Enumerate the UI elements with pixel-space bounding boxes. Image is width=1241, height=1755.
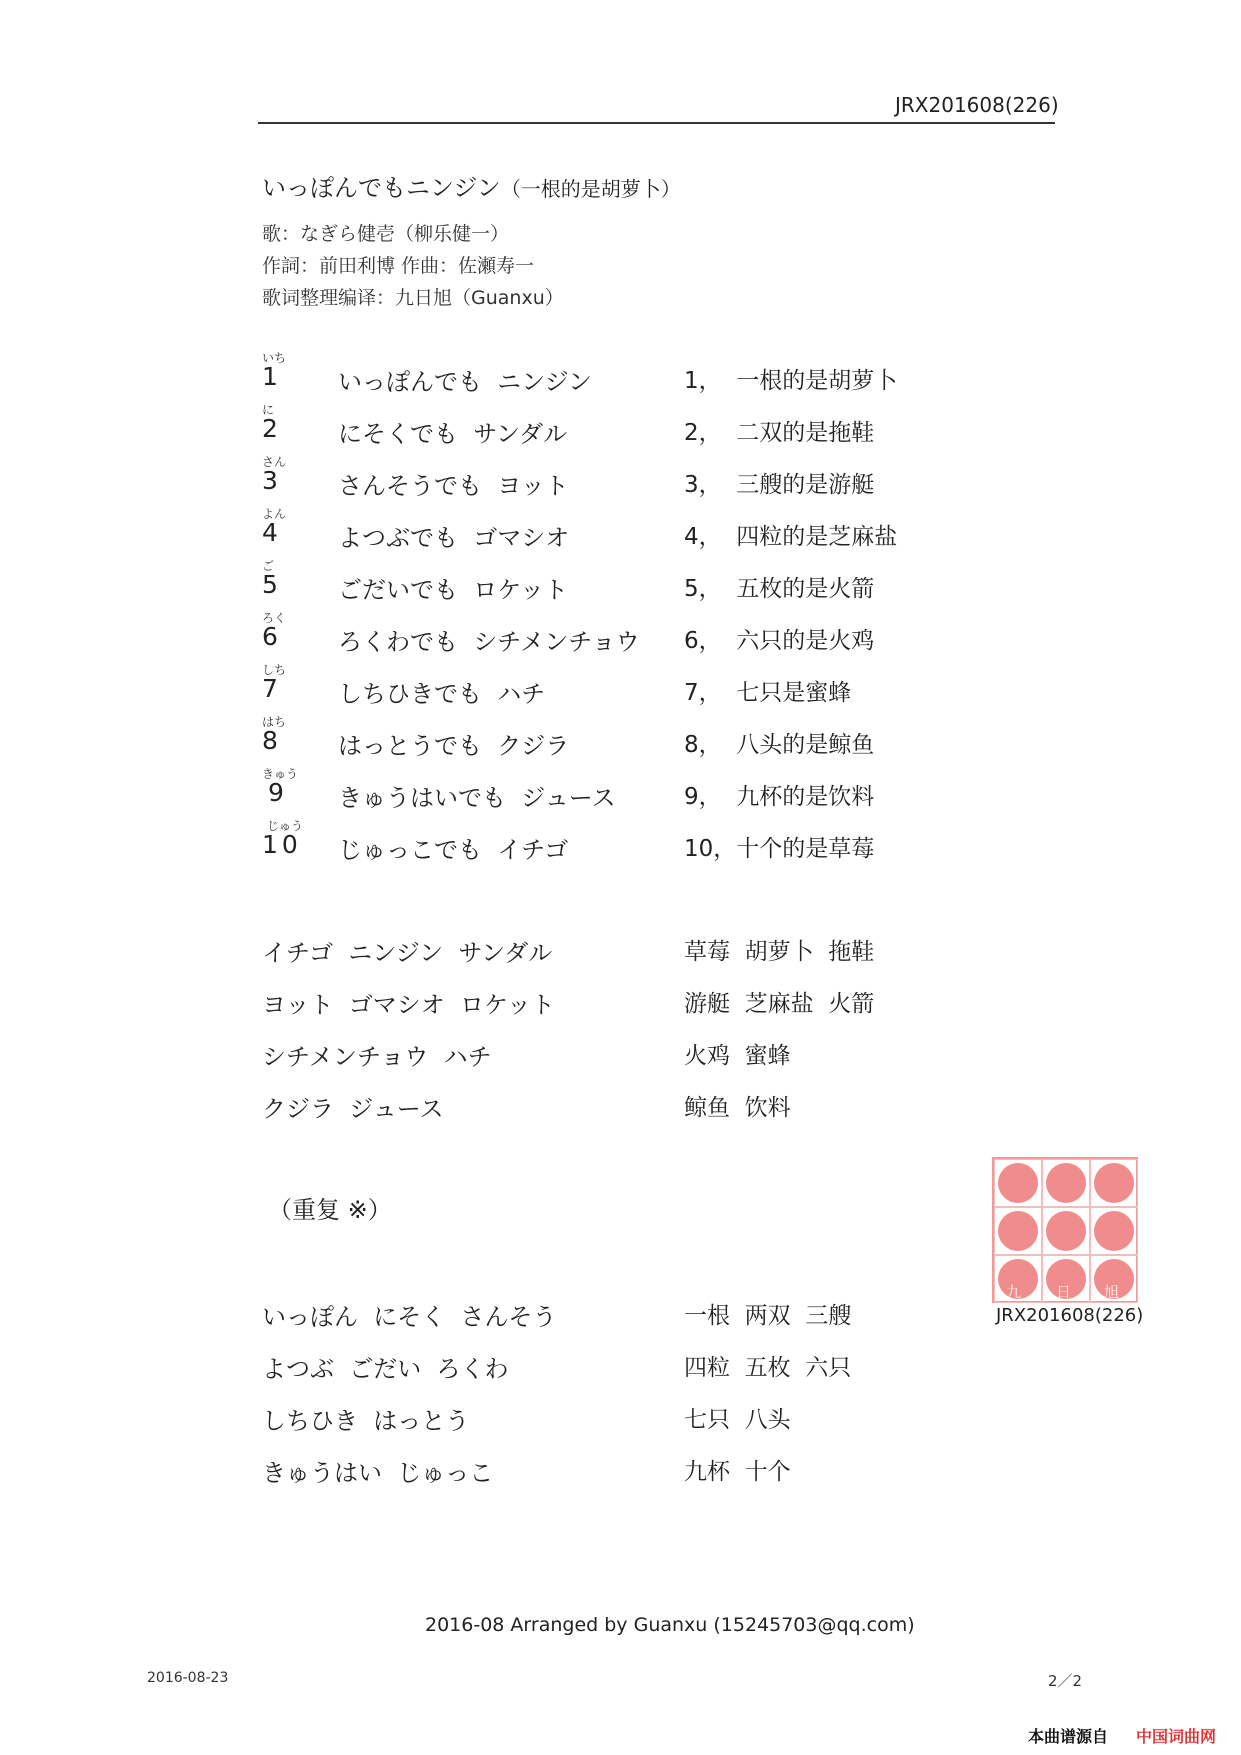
counting-chinese: 四粒 五枚 六只 [684, 1355, 852, 1381]
verse-chinese: 7， 七只是蜜蜂 [684, 680, 852, 706]
verse-ruby: よん [262, 507, 287, 521]
document-date: 2016-08-23 [147, 1670, 229, 1686]
verse-ruby: に [262, 403, 275, 417]
chorus-chinese: 草莓 胡萝卜 拖鞋 [684, 939, 875, 965]
verse-japanese: じゅっこでも イチゴ [338, 836, 569, 864]
verse-japanese: にそくでも サンダル [338, 420, 568, 448]
seal-stamp [992, 1157, 1138, 1303]
verse-number: 10 [262, 830, 302, 859]
seal-code: JRX201608(226) [996, 1305, 1144, 1326]
verse-chinese: 6， 六只的是火鸡 [684, 628, 875, 654]
verse-ruby: きゅう [262, 767, 299, 781]
verse-number: 5 [262, 570, 282, 599]
verse-number: 6 [262, 622, 282, 651]
verse-japanese: しちひきでも ハチ [338, 680, 546, 708]
header-rule [258, 122, 1055, 124]
song-title-ja: いっぽんでもニンジン [262, 174, 501, 202]
seal-dot [998, 1163, 1038, 1203]
seal-dot [998, 1211, 1038, 1251]
verse-chinese: 10，十个的是草莓 [684, 836, 875, 862]
verse-number: 9 [268, 778, 288, 807]
verse-chinese: 1， 一根的是胡萝卜 [684, 368, 898, 394]
chorus-chinese: 游艇 芝麻盐 火箭 [684, 991, 875, 1017]
verse-japanese: よつぶでも ゴマシオ [338, 524, 570, 552]
verse-ruby: ご [262, 559, 275, 573]
counting-chinese: 一根 两双 三艘 [684, 1303, 852, 1329]
verse-japanese: さんそうでも ヨット [338, 472, 569, 500]
verse-japanese: はっとうでも クジラ [338, 732, 570, 760]
song-title [262, 168, 681, 203]
arranger-line: 歌词整理编译：九日旭（Guanxu） [262, 287, 564, 309]
counting-chinese: 七只 八头 [684, 1407, 791, 1433]
verse-number: 2 [262, 414, 282, 443]
chorus-japanese: イチゴ ニンジン サンダル [262, 939, 553, 967]
verse-japanese: ろくわでも シチメンチョウ [338, 628, 640, 656]
verse-chinese: 4， 四粒的是芝麻盐 [684, 524, 898, 550]
verse-ruby: さん [262, 455, 287, 469]
verse-number: 4 [262, 518, 282, 547]
counting-japanese: いっぽん にそく さんそう [262, 1303, 557, 1331]
repeat-mark: （重复 ※） [268, 1196, 392, 1224]
singer-line: 歌：なぎら健壱（柳乐健一） [262, 223, 510, 245]
verse-ruby: いち [262, 351, 287, 365]
site-link[interactable]: 中国词曲网 [1136, 1727, 1217, 1746]
seal-char: 九 [1006, 1283, 1022, 1301]
seal-dot [1094, 1211, 1134, 1251]
verse-chinese: 8， 八头的是鲸鱼 [684, 732, 875, 758]
chorus-chinese: 火鸡 蜜蜂 [684, 1043, 791, 1069]
verse-number: 3 [262, 466, 282, 495]
song-title-cn: （一根的是胡萝卜） [500, 177, 681, 201]
verse-number: 1 [262, 362, 282, 391]
seal-dot [1046, 1163, 1086, 1203]
counting-japanese: よつぶ ごだい ろくわ [262, 1355, 509, 1383]
document-code: JRX201608(226) [895, 93, 1059, 117]
verse-ruby: しち [262, 663, 287, 677]
verse-japanese: きゅうはいでも ジュース [338, 784, 616, 812]
chorus-chinese: 鲸鱼 饮料 [684, 1095, 791, 1121]
arranged-by: 2016-08 Arranged by Guanxu (15245703@qq.com) [425, 1614, 915, 1636]
verse-chinese: 3， 三艘的是游艇 [684, 472, 875, 498]
verse-number: 8 [262, 726, 282, 755]
seal-dot [1046, 1211, 1086, 1251]
verse-chinese: 2， 二双的是拖鞋 [684, 420, 875, 446]
counting-japanese: きゅうはい じゅっこ [262, 1459, 494, 1487]
verse-ruby: ろく [262, 611, 287, 625]
page-number: 2／2 [1048, 1672, 1083, 1690]
verse-japanese: いっぽんでも ニンジン [338, 368, 593, 396]
credits-line: 作詞：前田利博 作曲：佐瀬寿一 [262, 255, 535, 277]
seal-char: 旭 [1104, 1283, 1120, 1301]
chorus-japanese: クジラ ジュース [262, 1095, 444, 1123]
source-label: 本曲谱源自 [1028, 1727, 1109, 1746]
seal-char: 日 [1056, 1283, 1072, 1301]
verse-ruby: じゅう [267, 819, 304, 833]
verse-chinese: 5， 五枚的是火箭 [684, 576, 875, 602]
seal-dot [1094, 1163, 1134, 1203]
chorus-japanese: ヨット ゴマシオ ロケット [262, 991, 555, 1019]
verse-chinese: 9， 九杯的是饮料 [684, 784, 875, 810]
verse-ruby: はち [262, 715, 287, 729]
counting-chinese: 九杯 十个 [684, 1459, 791, 1485]
chorus-japanese: シチメンチョウ ハチ [262, 1043, 492, 1071]
verse-number: 7 [262, 674, 282, 703]
counting-japanese: しちひき はっとう [262, 1407, 470, 1435]
verse-japanese: ごだいでも ロケット [338, 576, 569, 604]
